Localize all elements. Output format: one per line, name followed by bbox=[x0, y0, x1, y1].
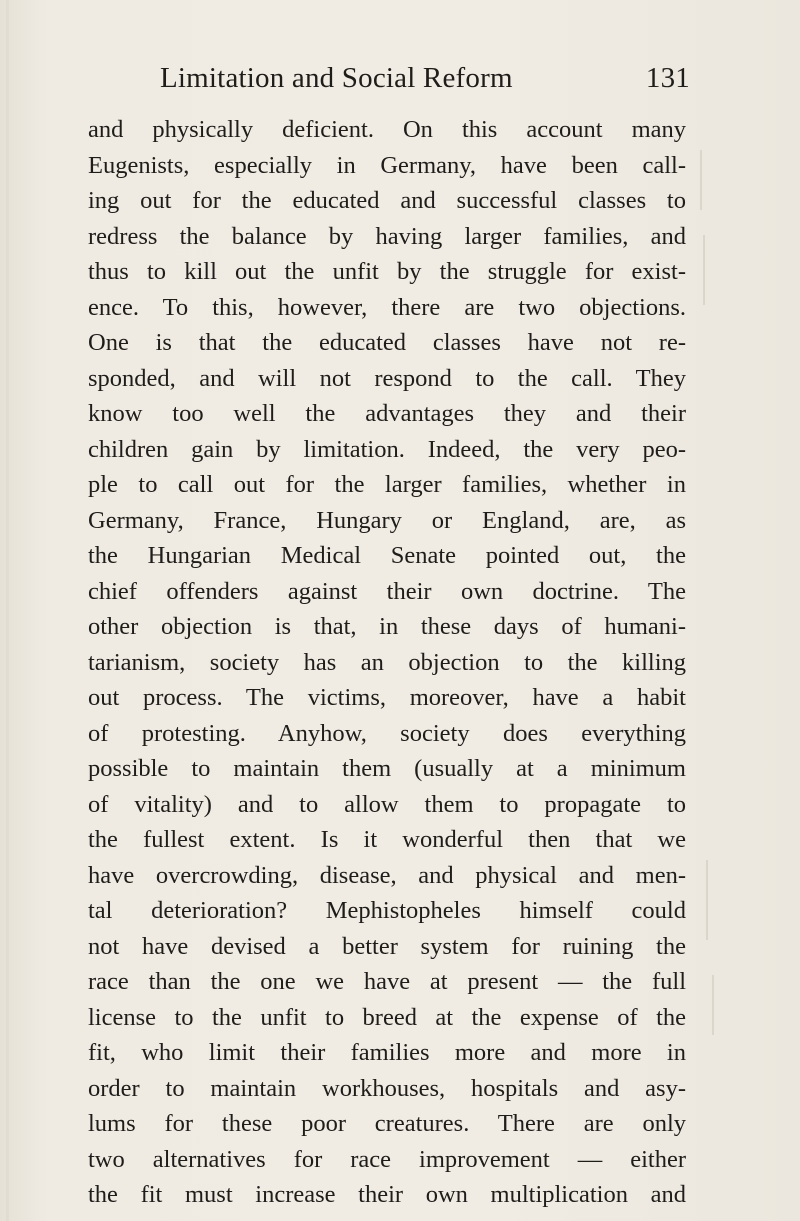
text-line: ple to call out for the larger families, whether in bbox=[88, 471, 686, 498]
show-through-mark bbox=[6, 0, 9, 1221]
text-line: children gain by limitation. Indeed, the very peo- bbox=[88, 435, 686, 463]
text-line: license to the unfit to breed at the expense of the bbox=[88, 1003, 686, 1031]
text-line: thus to kill out the unfit by the struggle for exist- bbox=[88, 258, 686, 285]
text-line: tal deterioration? Mephistopheles himself could bbox=[88, 897, 686, 924]
show-through-mark bbox=[700, 150, 702, 210]
text-line: the fit must increase their own multiplication and bbox=[88, 1181, 686, 1208]
text-line: chief offenders against their own doctrine. The bbox=[88, 577, 686, 605]
text-line: order to maintain workhouses, hospitals and asy- bbox=[88, 1074, 686, 1102]
text-line: have overcrowding, disease, and physical and men- bbox=[88, 861, 686, 889]
show-through-mark bbox=[703, 235, 705, 305]
text-line: One is that the educated classes have not re- bbox=[88, 329, 686, 356]
text-line: of protesting. Anyhow, society does everything bbox=[88, 719, 686, 747]
running-header-title: Limitation and Social Reform bbox=[160, 62, 513, 94]
text-line: redress the balance by having larger families, and bbox=[88, 222, 686, 250]
page-number: 131 bbox=[645, 62, 690, 94]
text-line: tarianism, society has an objection to the killing bbox=[88, 648, 686, 676]
text-line: Germany, France, Hungary or England, are, as bbox=[88, 506, 686, 534]
body-text bbox=[88, 112, 686, 1213]
show-through-mark bbox=[712, 975, 714, 1035]
text-line: out process. The victims, moreover, have a habit bbox=[88, 684, 686, 711]
text-line: ing out for the educated and successful classes to bbox=[88, 187, 686, 214]
text-line: sponded, and will not respond to the call. They bbox=[88, 364, 686, 392]
text-line: of vitality) and to allow them to propagate to bbox=[88, 790, 686, 818]
text-line: two alternatives for race improvement — either bbox=[88, 1145, 686, 1173]
text-line: the Hungarian Medical Senate pointed out, the bbox=[88, 542, 686, 569]
text-line: race than the one we have at present — the full bbox=[88, 968, 686, 995]
text-line: lums for these poor creatures. There are only bbox=[88, 1110, 686, 1137]
show-through-mark bbox=[706, 860, 708, 940]
text-line: possible to maintain them (usually at a minimum bbox=[88, 755, 686, 782]
text-line: other objection is that, in these days of humani- bbox=[88, 613, 686, 640]
text-line: Eugenists, especially in Germany, have been call- bbox=[88, 151, 686, 179]
running-header bbox=[160, 62, 690, 106]
text-line: and physically deficient. On this account many bbox=[88, 116, 686, 143]
text-line: the fullest extent. Is it wonderful then that we bbox=[88, 826, 686, 853]
text-line: fit, who limit their families more and more in bbox=[88, 1039, 686, 1066]
text-line: not have devised a better system for ruining the bbox=[88, 932, 686, 960]
text-line: know too well the advantages they and their bbox=[88, 400, 686, 427]
text-line: ence. To this, however, there are two objections. bbox=[88, 293, 686, 321]
